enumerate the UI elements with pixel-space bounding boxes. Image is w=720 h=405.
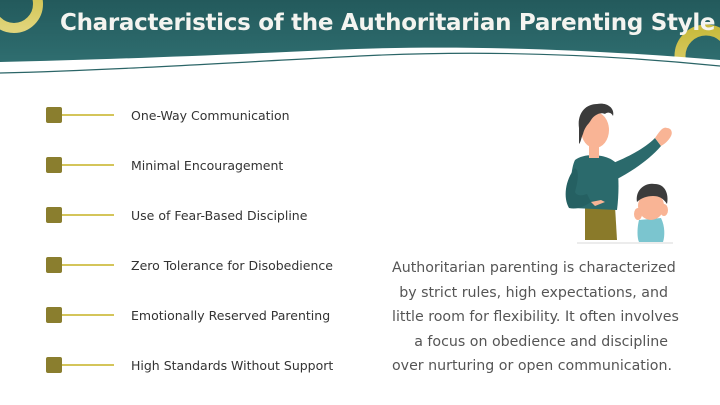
connector-line [62,164,114,166]
item-label: One-Way Communication [131,107,290,123]
list-item [46,356,346,374]
description-line: over nurturing or open communication. [392,358,672,375]
square-bullet-icon [46,107,62,123]
item-label: Minimal Encouragement [131,157,284,173]
square-bullet-icon [46,157,62,173]
slide-title: Characteristics of the Authoritarian Parenting Style [60,10,716,36]
connector-line [62,364,114,366]
header-banner [0,0,720,80]
description-line: a focus on obedience and discipline [414,333,668,350]
item-label: Emotionally Reserved Parenting [131,307,331,323]
parent-child-illustration [555,98,680,250]
item-label: High Standards Without Support [131,357,334,373]
connector-line [62,214,114,216]
list-item [46,306,346,324]
square-bullet-icon [46,207,62,223]
description-line: little room for flexibility. It often involves [392,309,679,326]
square-bullet-icon [46,307,62,323]
connector-line [62,114,114,116]
list-item [46,156,346,174]
item-label: Zero Tolerance for Disobedience [131,257,333,273]
square-bullet-icon [46,357,62,373]
item-label: Use of Fear-Based Discipline [131,207,308,223]
description-line: Authoritarian parenting is characterized [392,260,676,276]
list-item [46,256,346,274]
list-item [46,106,346,124]
connector-line [62,264,114,266]
connector-line [62,314,114,316]
list-item [46,206,346,224]
description-paragraph [392,256,679,379]
square-bullet-icon [46,257,62,273]
description-line: by strict rules, high expectations, and [399,284,668,301]
